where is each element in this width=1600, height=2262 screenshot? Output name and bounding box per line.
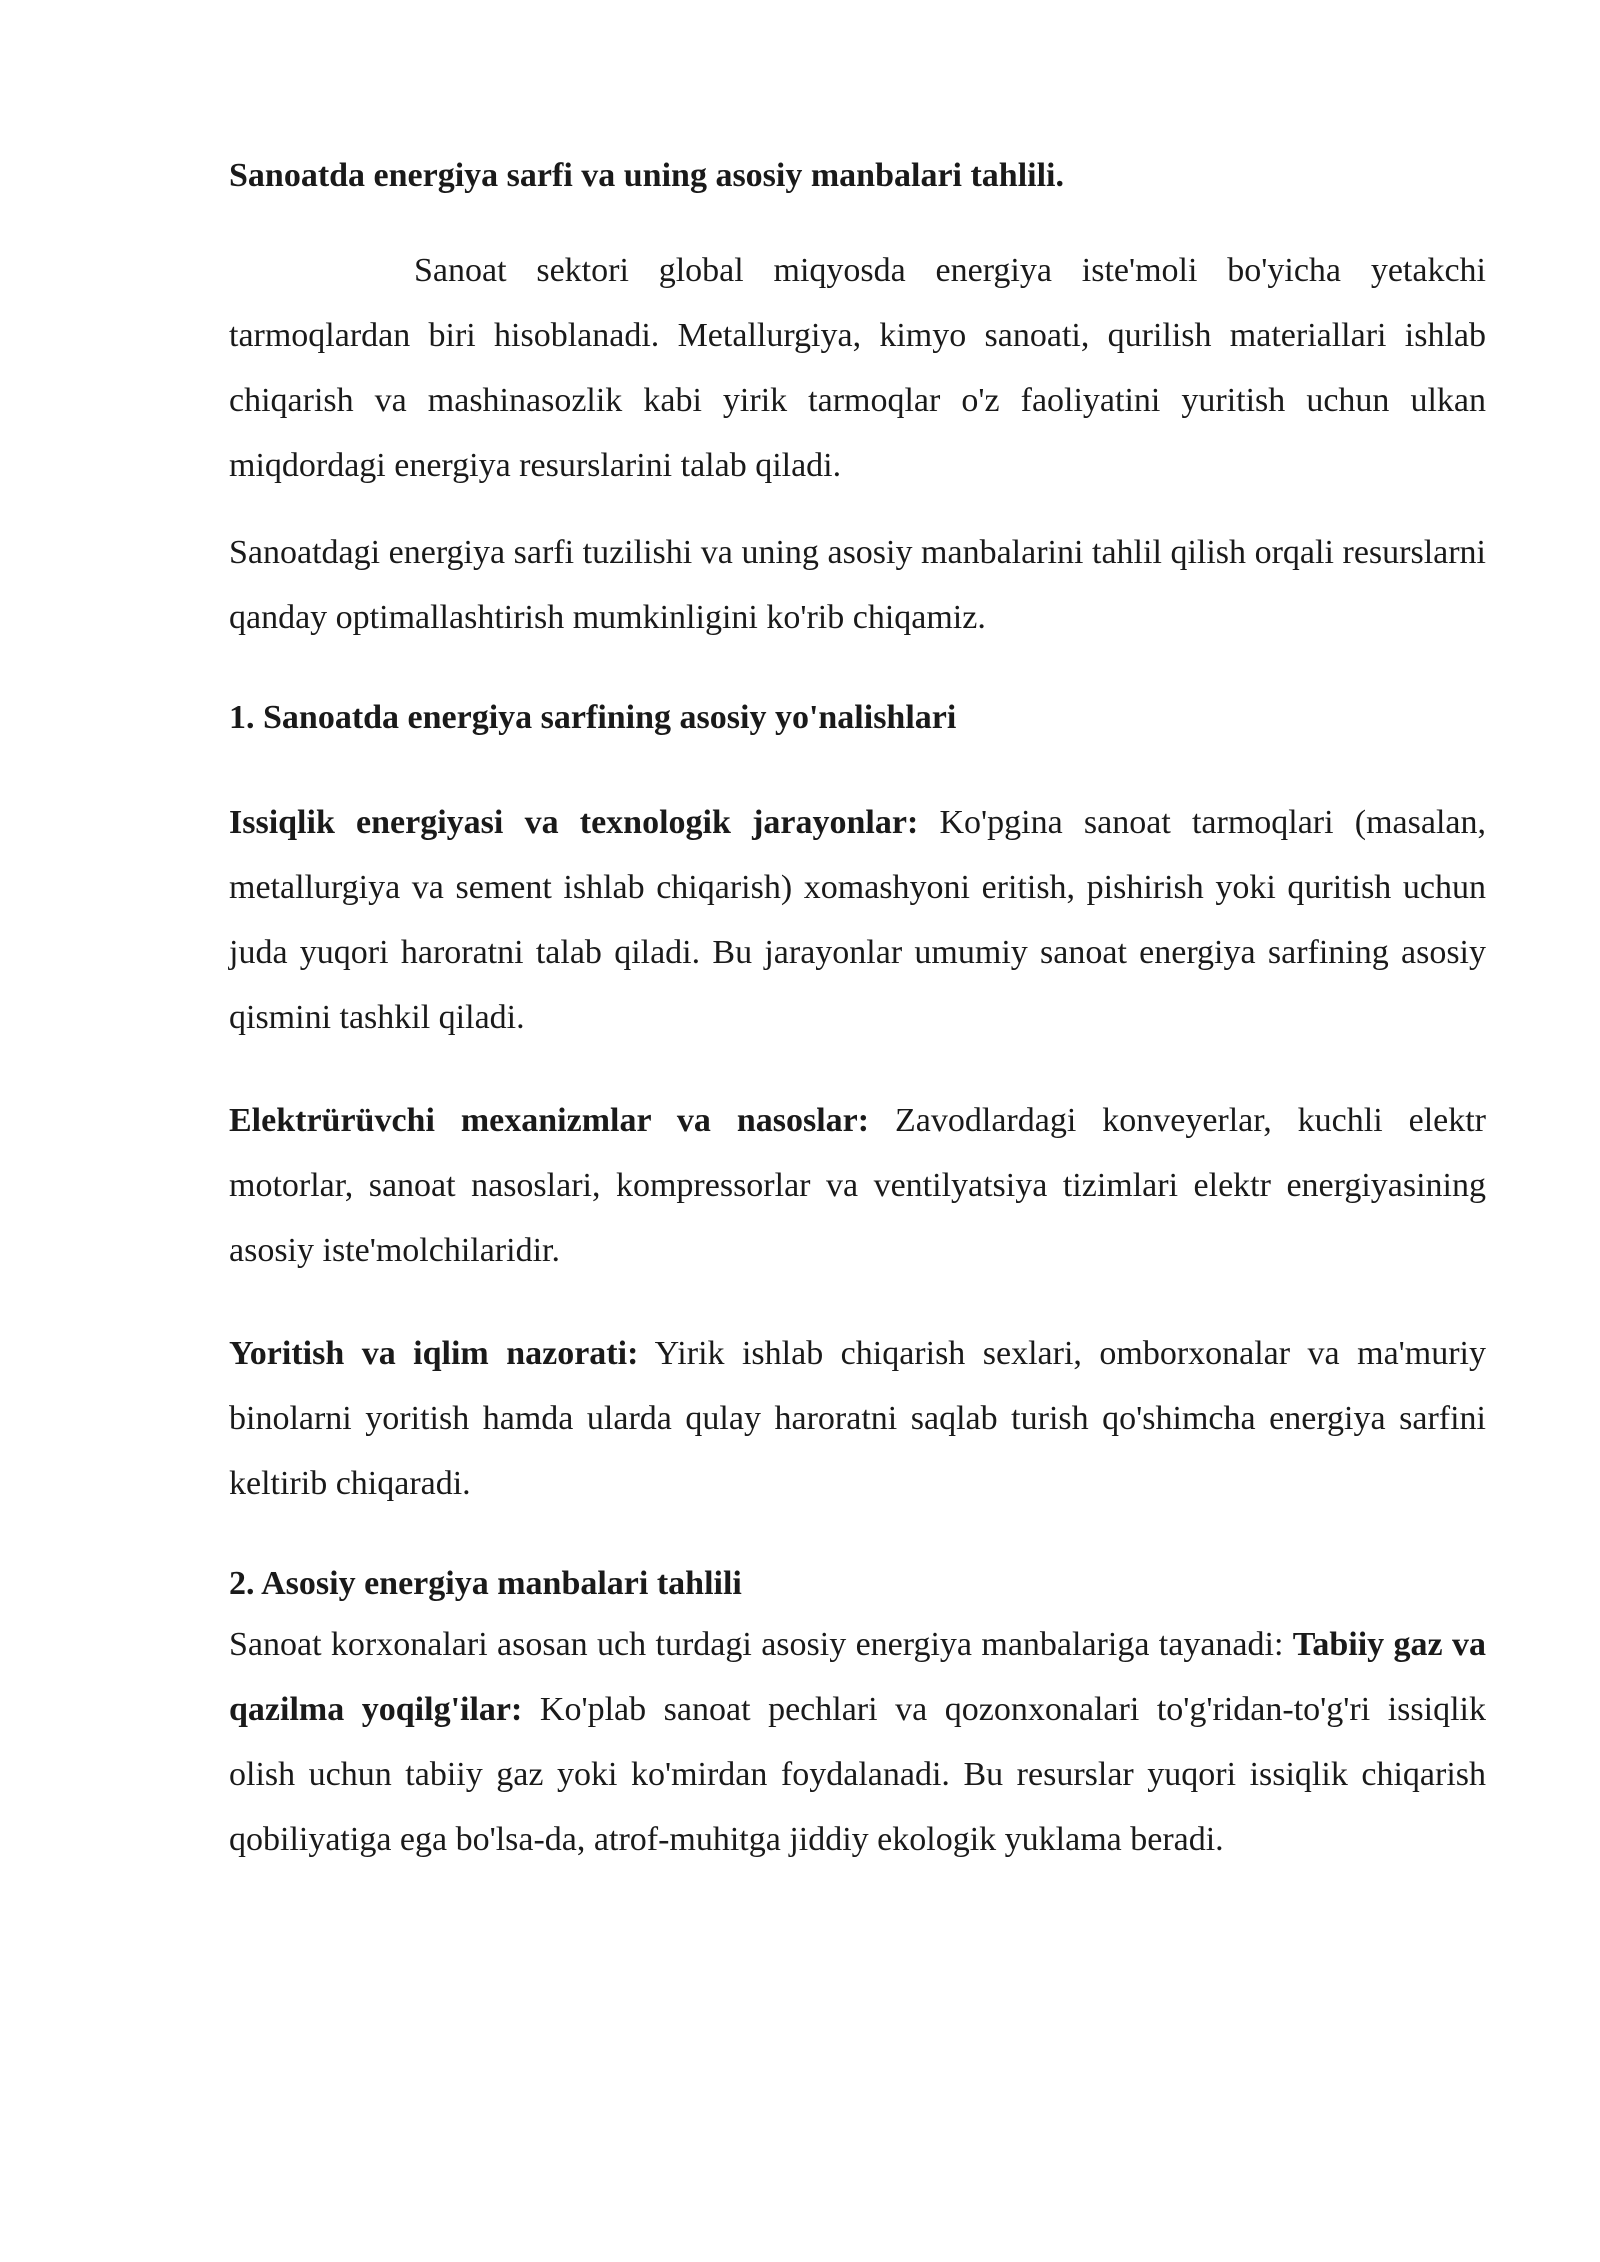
item-text: Yirik ishlab chiqarish sexlari, omborxonalar va ma'muriy binolarni yoritish hamda ularda qulay haroratni saqlab turish qo'shimcha energiya sarfini keltirib chiqaradi. [229,1335,1486,1502]
intro-paragraph-1: Sanoat sektori global miqyosda energiya iste'moli bo'yicha yetakchi tarmoqlardan biri hisoblanadi. Metallurgiya, kimyo sanoati, qurilish materiallari ishlab chiqarish va mashinasozlik kabi yirik tarmoqlar o'z faoliyatini yuritish uchun ulkan miqdordagi energiya resurslarini talab qiladi. [229,252,1486,484]
section-1-item-electric [229,1088,1486,1283]
item-lead: Yoritish va iqlim nazorati: [229,1335,639,1372]
intro-paragraph-2: Sanoatdagi energiya sarfi tuzilishi va uning asosiy manbalarini tahlil qilish orqali resurslarni qanday optimallashtirish mumkinligini ko'rib chiqamiz. [229,534,1486,636]
section-1-item-lighting [229,1321,1486,1516]
section-2-paragraph [229,1612,1486,1872]
section-2-intro: Sanoat korxonalari asosan uch turdagi asosiy energiya manbalariga tayanadi: [229,1626,1293,1663]
item-text: Ko'plab sanoat pechlari va qozonxonalari to'g'ridan-to'g'ri issiqlik olish uchun tabiiy gaz yoki ko'mirdan foydalanadi. Bu resurslar yuqori issiqlik chiqarish qobiliyatiga ega bo'lsa-da, atrof-muhitga jiddiy ekologik yuklama beradi. [229,1691,1486,1858]
item-lead: Elektrürüvchi mexanizmlar va nasoslar: [229,1102,870,1139]
section-1-item-heat [229,790,1486,1050]
item-lead: Tabiiy gaz va qazilma yoqilg'ilar: [229,1626,1487,1728]
item-text: Ko'pgina sanoat tarmoqlari (masalan, metallurgiya va sement ishlab chiqarish) xomashyoni eritish, pishirish yoki quritish uchun juda yuqori haroratni talab qiladi. Bu jarayonlar umumiy sanoat energiya sarfining asosiy qismini tashkil qiladi. [229,804,1486,1036]
item-lead: Issiqlik energiyasi va texnologik jarayonlar: [229,804,919,841]
section-1-heading: 1. Sanoatda energiya sarfining asosiy yo'nalishlari [229,699,957,736]
document-title: Sanoatda energiya sarfi va uning asosiy manbalari tahlili. [229,157,1064,194]
section-2-heading: 2. Asosiy energiya manbalari tahlili [229,1565,742,1602]
item-text: Zavodlardagi konveyerlar, kuchli elektr motorlar, sanoat nasoslari, kompressorlar va ventilyatsiya tizimlari elektr energiyasining asosiy iste'molchilaridir. [229,1102,1487,1269]
document-page [229,148,1486,1872]
